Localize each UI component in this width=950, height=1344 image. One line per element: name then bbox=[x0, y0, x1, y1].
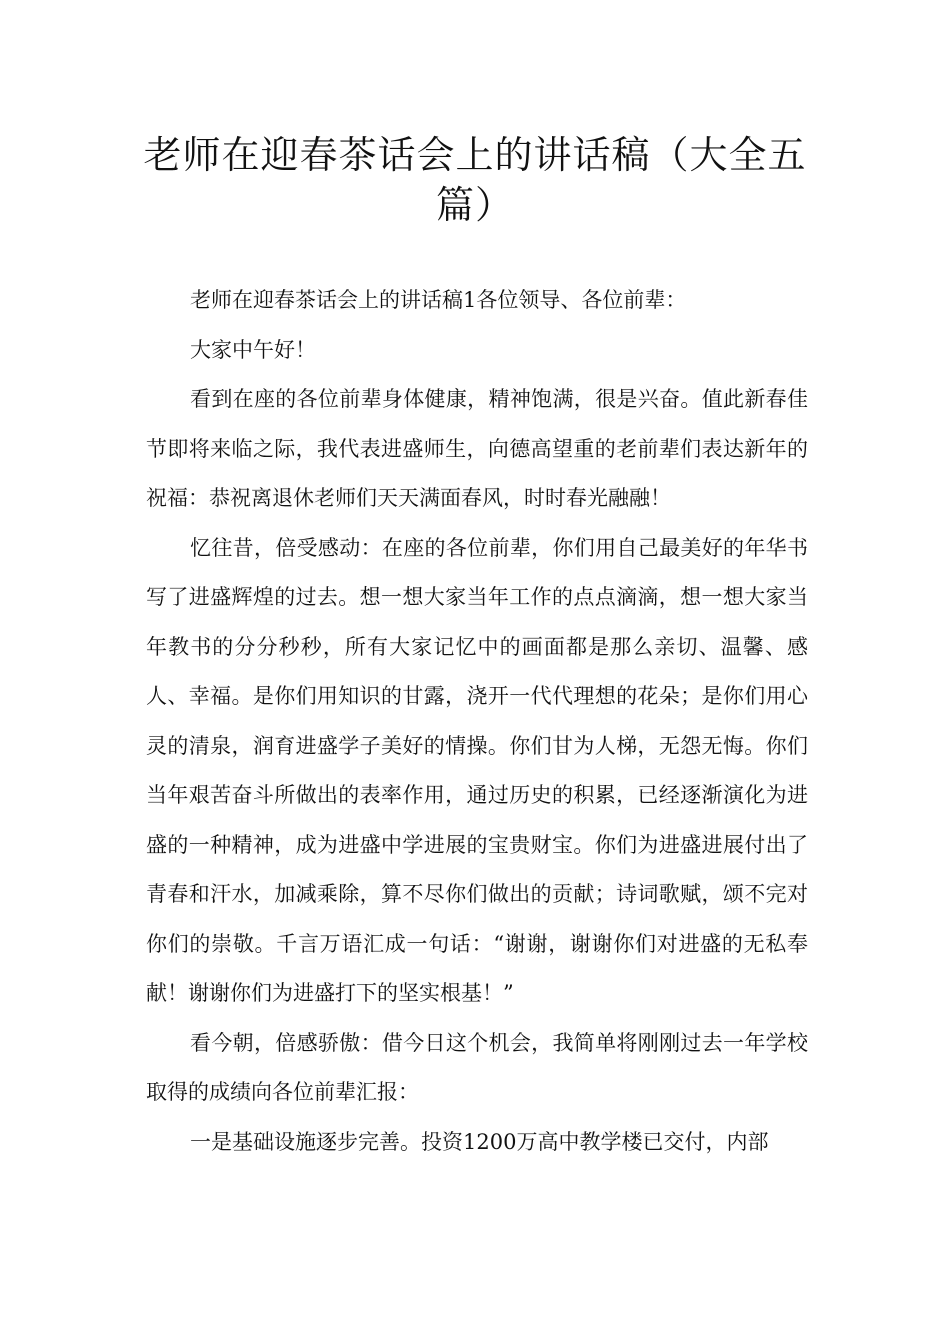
paragraph-greeting: 大家中午好！ bbox=[190, 337, 316, 362]
paragraph-infrastructure: 一是基础设施逐步完善。投资1200万高中教学楼已交付，内部 bbox=[190, 1129, 769, 1154]
paragraph-recollection: 忆往昔，倍受感动：在座的各位前辈，你们用自己最美好的年华书写了进盛辉煌的过去。想一想大家当年工作的点点滴滴，想一想大家当年教书的分分秒秒，所有大家记忆中的画面都是那么亲切、温馨、感人、幸福。是你们用知识的甘露，浇开一代代理想的花朵；是你们用心灵的清泉，润育进盛学子美好的情操。你们甘为人梯，无怨无悔。你们当年艰苦奋斗所做出的表率作用，通过历史的积累，已经逐渐演化为进盛的一种精神，成为进盛中学进展的宝贵财宝。你们为进盛进展付出了青春和汗水，加减乘除，算不尽你们做出的贡献；诗词歌赋，颂不完对你们的崇敬。千言万语汇成一句话：“谢谢，谢谢你们对进盛的无私奉献！谢谢你们为进盛打下的坚实根基！” bbox=[146, 535, 808, 1005]
document-body bbox=[146, 276, 808, 1167]
paragraph-salutation: 老师在迎春茶话会上的讲话稿1各位领导、各位前辈： bbox=[190, 288, 687, 312]
document-title: 老师在迎春茶话会上的讲话稿（大全五篇） bbox=[143, 133, 807, 227]
paragraph-achievements-intro: 看今朝，倍感骄傲：借今日这个机会，我简单将刚刚过去一年学校取得的成绩向各位前辈汇报： bbox=[146, 1030, 808, 1104]
paragraph-new-year-wishes: 看到在座的各位前辈身体健康，精神饱满，很是兴奋。值此新春佳节即将来临之际，我代表进盛师生，向德高望重的老前辈们表达新年的祝福：恭祝离退休老师们天天满面春风，时时春光融融！ bbox=[146, 387, 808, 510]
